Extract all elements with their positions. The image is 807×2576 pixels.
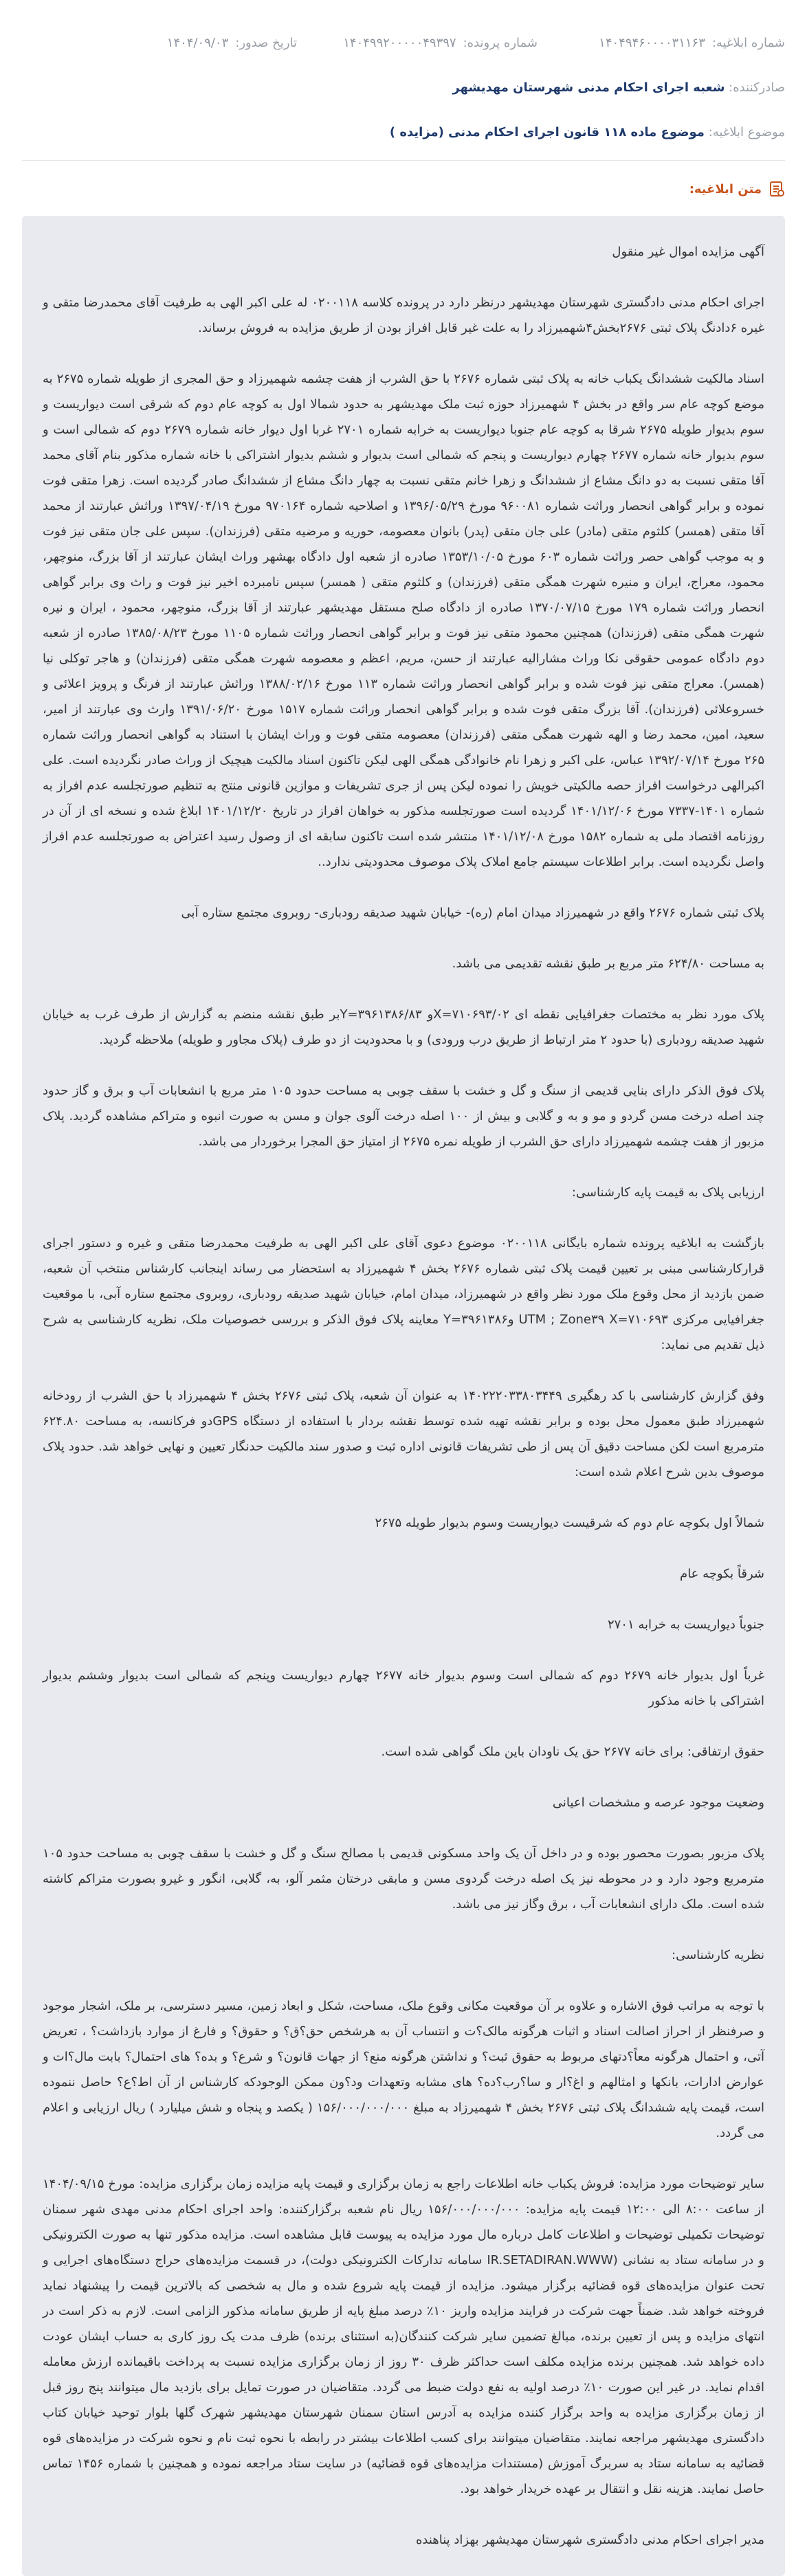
notice-paragraph: به مساحت ۶۲۴/۸۰ متر مربع بر طبق نقشه تقدیمی می باشد. — [452, 956, 764, 971]
notice-paragraph: سایر توضیحات مورد مزایده: فروش یکباب خانه اطلاعات راجع به زمان برگزاری و قیمت پایه مزایده زمان برگزاری مزایده: مورخ ۱۴۰۴/۰۹/۱۵ از ساعت ۸:۰۰ الی ۱۲:۰۰ قیمت پایه مزایده: ۱۵۶/۰۰۰/۰۰۰/۰۰۰ ریال نام شعبه برگزارکننده: واحد اجرای احکام مدنی مهدی شهر سمنان توضیحات تکمیلی توضیحات و اطلاعات کامل درباره مال مورد مزایده به پیوست قابل مشاهده است. مزایده مذکور تنها به صورت الکترونیکی و در سامانه ستاد به نشانی (IR.SETADIRAN.WWW سامانه تدارکات الکترونیکی دولت)، در قسمت مزایده‌های حراج دستگاه‌های اجرایی و تحت عنوان مزایده‌های قوه قضائیه برگزار میشود. مزایده از قیمت پایه شروع شده و مال به شخصی که بالاترین قیمت را پیشنهاد نماید فروخته خواهد شد. ضمناً جهت شرکت در فرایند مزایده واریز ۱۰٪ درصد مبلغ پایه از طریق سامانه مذکور الزامی است. لازم به ذکر است در انتهای مزایده و پس از تعیین برنده، مبالغ تضمین سایر شرکت کنندگان(به استثنای برنده) ظرف مدت یک روز کاری به حساب ایشان عودت داده خواهد شد. همچنین برنده مزایده مکلف است حداکثر ظرف ۳۰ روز از زمان برگزاری مزایده نسبت به پرداخت باقیمانده ارزش معامله اقدام نماید. در غیر این صورت ۱۰٪ درصد اولیه به نفع دولت ضبط می گردد. متقاضیان در صورت تمایل برای بازدید مال میتوانند پنج روز قبل از زمان برگزاری مزایده به واحد برگزار کننده مزایده به آدرس استان سمنان شهرستان مهدیشهر شهرک گلها بلوار توحید خیابان کتاب دادگستری مهدیشهر مراجعه نمایند. متقاضیان میتوانند برای کسب اطلاعات بیشتر در رابطه با نحوه ثبت نام و نحوه شرکت در مزایده‌های قوه قضائیه به سامانه ستاد به سربرگ آموزش (مستندات مزایده‌های قوه قضائیه) در سایت ستاد مراجعه نموده و همچنین با شماره ۱۴۵۶ تماس حاصل نمایند. هزینه نقل و انتقال بر عهده خریدار خواهد بود. — [43, 2177, 765, 2496]
section-title: متن ابلاغیه: — [689, 181, 762, 197]
notice-paragraph: ارزیابی پلاک به قیمت پایه کارشناسی: — [571, 1185, 764, 1200]
notice-number — [538, 36, 785, 50]
notice-paragraph: جنوباً دیواریست به خرابه ۲۷۰۱ — [607, 1617, 764, 1632]
notice-paragraph: شمالاً اول بکوچه عام دوم که شرقیست دیواریست وسوم بدیوار طویله ۲۶۷۵ — [375, 1516, 764, 1530]
notice-paragraph: وفق گزارش کارشناسی با کد رهگیری ۱۴۰۲۲۲۰۳۳۸۰۳۴۴۹ به عنوان آن شعبه، پلاک ثبتی ۲۶۷۶ بخش ۴ شهمیرزاد با حق الشرب از رودخانه شهمیرزاد طبق معمول محل بوده و برابر نقشه تهیه شده توسط نقشه بردار با استفاده از دستگاه GPSدو فرکانسه، به مساحت ۶۲۴.۸۰ مترمربع است لکن مساحت دقیق آن پس از طی تشریفات قانونی اداره ثبت و صدور سند مالکیت حدنگار تعیین و نهایی خواهد شد. حدود پلاک موصوف بدین شرح اعلام شده است: — [43, 1389, 765, 1479]
case-number-label: شماره پرونده: — [463, 36, 538, 50]
notice-number-label: شماره ابلاغیه: — [711, 36, 785, 50]
issuer-label: صادرکننده: — [729, 80, 785, 95]
notice-paragraph: اجرای احکام مدنی دادگستری شهرستان مهدیشهر درنظر دارد در پرونده کلاسه ۰۲۰۰۱۱۸ له علی اکبر الهی به طرفیت آقای محمدرضا متقی و غیره ۶دادنگ پلاک ثبتی ۲۶۷۶بخش۴شهمیرزاد را به علت غیر قابل افراز بودن از طریق مزایده به فروش برساند. — [43, 295, 764, 335]
notice-paragraph: بازگشت به ابلاغیه پرونده شماره بایگانی ۰۲۰۰۱۱۸ موضوع دعوی آقای علی اکبر الهی به طرفیت محمدرضا متقی و غیره و دستور اجرای قرارکارشناسی مبنی بر تعیین قیمت پلاک ثبتی شماره ۲۶۷۶ بخش ۴ شهمیرزاد به استحضار می رساند اینجانب کارشناس منتخب آن شعبه، ضمن بازدید از محل وقوع ملک مورد نظر واقع در شهمیرزاد، میدان امام، خیابان شهید صدیقه رودباری، روبروی مجتمع ستاره آبی، با موقعیت جغرافیایی مرکزی UTM ; Zone۳۹ X=۷۱۰۶۹۳ وY=۳۹۶۱۳۸۶ معاینه پلاک فوق الذکر و بررسی خصوصیات ملک، نظریه کارشناسی به شرح ذیل تقدیم می نماید: — [43, 1236, 765, 1352]
notice-paragraph: حقوق ارتفاقی: برای خانه ۲۶۷۷ حق یک ناودان باین ملک گواهی شده است. — [381, 1745, 764, 1759]
notice-paragraph: پلاک ثبتی شماره ۲۶۷۶ واقع در شهمیرزاد میدان امام (ره)- خیابان شهید صدیقه رودباری- روبروی مجتمع ستاره آبی — [181, 906, 764, 920]
subject-value: موضوع ماده ۱۱۸ قانون اجرای احکام مدنی (مزایده ) — [389, 125, 705, 139]
notice-paragraph: پلاک مورد نظر به مختصات جغرافیایی نقطه ای X=۷۱۰۶۹۳/۰۲و Y=۳۹۶۱۳۸۶/۸۳بر طبق نقشه منضم به گزارش از طرف غرب به خیابان شهید صدیقه رودباری (با حدود ۲ متر ارتباط از طریق درب ورودی) و با محدودیت از دو طرف (پلاک مجاور و طویله) ملاحظه گردید. — [43, 1007, 764, 1047]
notice-paragraph: با توجه به مراتب فوق الاشاره و علاوه بر آن موقعیت مکانی وقوع ملک، مساحت، شکل و ابعاد زمین، مسیر دسترسی، بر ملک، اشجار موجود و صرفنظر از احراز اصالت اسناد و اثبات هرگونه مالک؟ت و انتساب آن به هرشخص حق؟ق؟ و حقوق؟ و فارغ از موارد بازداشت؟ ، تعریض آتی، و احتمال هرگونه معاً؟دتهای مربوط به حقوق ثبت؟ و نداشتن هرگونه منع؟ از جهات قانون؟ و شرع؟ و بده؟ های احتمال؟ بابت مال؟ات و عوارض ادارات، بانکها و امثالهم و اغ؟ار و سا؟رب؟ده؟ های مشابه وتعهدات ود؟ون ممکن الوجودکه کارشناس از آن اط؟ع؟ حاصل ننموده است، قیمت پایه ششدانگ پلاک ثبتی ۲۶۷۶ بخش ۴ شهمیرزاد به مبلغ ۱۵۶/۰۰۰/۰۰۰/۰۰۰ ( یکصد و پنجاه و شش میلیارد ) ریال ارزیابی و اعلام می گردد. — [43, 1999, 764, 2140]
notice-paragraph: غرباً اول بدیوار خانه ۲۶۷۹ دوم که شمالی است وسوم بدیوار خانه ۲۶۷۷ چهارم دیواریست وپنجم که شمالی است بدیوار وششم بدیوار اشتراکی با خانه مذکور — [43, 1668, 764, 1708]
issue-date-label: تاریخ صدور: — [235, 36, 297, 50]
section-header — [22, 180, 785, 198]
notice-paragraph: آگهی مزایده اموال غیر منقول — [612, 245, 764, 259]
notice-meta-row — [22, 0, 785, 50]
document-icon — [769, 180, 785, 198]
notice-paragraph: نظریه کارشناسی: — [672, 1948, 764, 1962]
notice-paragraph: وضعیت موجود عرصه و مشخصات اعیانی — [552, 1795, 764, 1810]
issuer — [22, 80, 785, 95]
notice-paragraph: پلاک مزبور بصورت محصور بوده و در داخل آن یک واحد مسکونی قدیمی با مصالح سنگ و گل و خشت با سقف چوبی به مساحت حدود ۱۰۵ مترمربع وجود دارد و در محوطه نیز یک اصله درخت گردوی مسن و مابقی درختان مثمر آلو، به، گلابی، انگور و غیرو بصورت متراکم کاشته شده است. ملک دارای انشعابات آب ، برق وگاز نیز می باشد. — [43, 1846, 764, 1912]
issue-date — [22, 36, 297, 50]
notice-signature: مدیر اجرای احکام مدنی دادگستری شهرستان مهدیشهر بهزاد پناهنده — [415, 2533, 764, 2547]
notice-paragraph: شرقاً بکوچه عام — [680, 1567, 764, 1581]
issuer-value: شعبه اجرای احکام مدنی شهرستان مهدیشهر — [452, 80, 725, 95]
notice-paragraph: پلاک فوق الذکر دارای بنایی قدیمی از سنگ و گل و خشت با سقف چوبی به مساحت حدود ۱۰۵ متر مربع با انشعابات آب و برق و گاز حدود چند اصله درخت مسن گردو و مو و به و گلابی و بیش از ۱۰۰ اصله درخت آلوی جوان و مسن به صورت انبوه و متراکم مشاهده گردید. پلاک مزبور از هفت چشمه شهمیرزاد دارای حق الشرب از طویله نمره ۲۶۷۵ از امتیاز حق المجرا برخوردار می باشد. — [43, 1084, 765, 1149]
header-divider — [22, 160, 785, 161]
notice-number-value: ۱۴۰۴۹۴۶۰۰۰۰۳۱۱۶۳ — [599, 36, 705, 50]
case-number — [297, 36, 538, 50]
notice-paragraph: اسناد مالکیت ششدانگ یکباب خانه به پلاک ثبتی شماره ۲۶۷۶ با حق الشرب از هفت چشمه شهمیرزاد و حق المجری از طویله شماره ۲۶۷۵ به موضع کوچه عام سر واقع در بخش ۴ شهمیرزاد حوزه ثبت ملک مهدیشهر به حدود شمالا اول به کوچه عام دوم که شرقی است دیواریست و سوم بدیوار طویله ۲۶۷۵ شرقا به کوچه عام جنوبا دیواریست به خرابه شماره ۲۷۰۱ غربا اول دیوار خانه شماره ۲۶۷۹ دوم که شمالی است و سوم بدیوار خانه شماره ۲۶۷۷ چهارم دیواریست و پنجم که شمالی است بدیوار و ششم بدیوار اشتراکی با خانه شماره مذکور بنام آقای محمد آقا متقی نسبت به دو دانگ مشاع از ششدانگ و زهرا خانم متقی نسبت به چهار دانگ مشاع از ششدانگ صادر گردیده است. زهرا متقی فوت نموده و برابر گواهی انحصار وراثت شماره ۹۶۰۰۸۱ مورخ ۱۳۹۶/۰۵/۲۹ و اصلاحیه شماره ۹۷۰۱۶۴ مورخ ۱۳۹۷/۰۴/۱۹ وراثش عبارتند از محمد آقا متقی (همسر) کلثوم متقی (مادر) علی جان متقی (پدر) بانوان معصومه، حوریه و مرضیه متقی (فرزندان). سپس علی جان متقی نیز فوت و به موجب گواهی حصر وراثت شماره ۶۰۳ مورخ ۱۳۵۳/۱۰/۰۵ صادره از شعبه اول دادگاه بهشهر وراث ایشان عبارتند از آقا بزرگ، منوچهر، محمود، معراج، ایران و منیره شهرت همگی متقی (فرزندان) و کلثوم متقی ( همسر) سپس نامبرده اخیر نیز فوت و راث وی برابر گواهی انحصار وراثت شماره ۱۷۹ مورخ ۱۳۷۰/۰۷/۱۵ صادره از دادگاه صلح مستقل مهدیشهر عبارتند از آقا بزرگ، منوچهر، محمود ، ایران و نیره شهرت همگی متقی (فرزندان) همچنین محمود متقی نیز فوت و برابر گواهی انحصار وراثت شماره ۱۱۰۵ مورخ ۱۳۸۵/۰۸/۲۳ صادره از شعبه دوم دادگاه عمومی حقوقی نکا وراث مشارالیه عبارتند از حسن، مریم، اعظم و معصومه شهرت همگی متقی (فرزندان) و هاجر توکلی نیا (همسر). معراج متقی نیز فوت شده و برابر گواهی انحصار وراثت شماره ۱۱۳ مورخ ۱۳۸۸/۰۲/۱۶ وراثش عبارتند از فرنگ و پرویز اعلائی و خسروعلائی (فرزندان). آقا بزرگ متقی فوت شده و برابر گواهی انحصار وراثت شماره ۱۵۱۷ مورخ ۱۳۹۱/۰۶/۲۰ وارث وی عبارتند از امیر، سعید، امین، محمد رضا و الهه شهرت همگی متقی (فرزندان) معصومه متقی فوت و وراث ایشان با استناد به گواهی انحصار وراثت شماره ۲۶۵ مورخ ۱۳۹۲/۰۷/۱۴ عباس، علی اکبر و زهرا نام خانوادگی همگی الهی لیکن تاکنون اسناد مالکیت هیچیک از وراث صادر نگردیده است. علی اکبرالهی درخواست افراز حصه مالکیتی خویش را نموده لیکن پس از جری تشریفات و موازین قانونی منتج به تنظیم صورتجلسه عدم افراز به شماره ۱۴۰۱-۷۳۳۷ مورخ ۱۴۰۱/۱۲/۰۶ گردیده است صورتجلسه مذکور به خواهان افراز در تاریخ ۱۴۰۱/۱۲/۲۰ ابلاغ شده و نسخه ای از آن در روزنامه اقتصاد ملی به شماره ۱۵۸۲ مورخ ۱۴۰۱/۱۲/۰۸ منتشر شده است تاکنون سابقه ای از وصول رسید اعتراض به صورتجلسه عدم افراز واصل نگردیده است. برابر اطلاعات سیستم جامع املاک پلاک موصوف محدودیتی ندارد.. — [43, 372, 765, 869]
case-number-value: ۱۴۰۴۹۹۲۰۰۰۰۰۴۹۳۹۷ — [343, 36, 456, 50]
subject — [22, 125, 785, 139]
issue-date-value: ۱۴۰۴/۰۹/۰۳ — [166, 36, 229, 50]
subject-label: موضوع ابلاغیه: — [708, 125, 785, 139]
notice-content — [22, 216, 785, 2576]
